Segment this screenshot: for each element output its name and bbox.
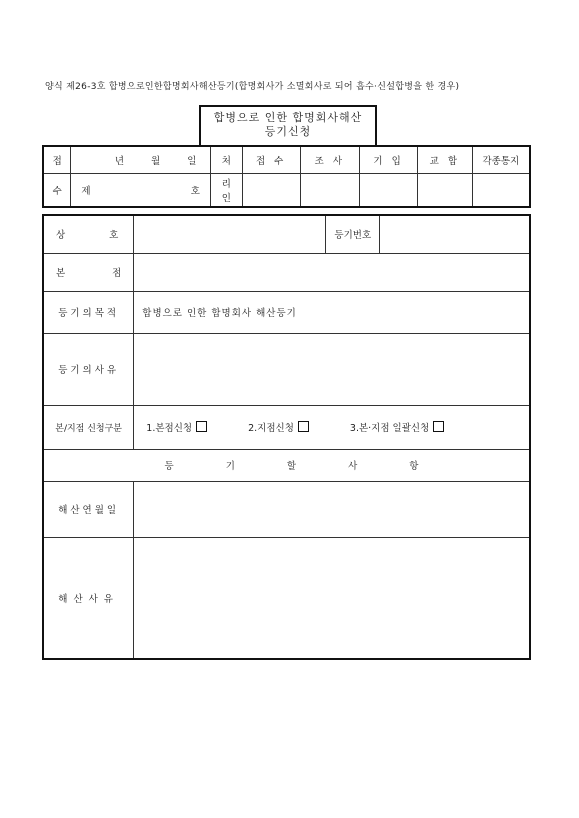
trade-name-field[interactable]	[134, 215, 326, 253]
reception-table	[42, 145, 531, 208]
form-title-line2: 등기신청	[264, 125, 312, 138]
processor-label-bottom: 리 인	[210, 173, 242, 207]
head-office-label: 본 점	[43, 253, 134, 291]
head-office-field[interactable]	[134, 253, 530, 291]
step-notices: 각종통지	[472, 146, 530, 173]
step-entry: 기 입	[360, 146, 418, 173]
form-title-line1: 합병으로 인한 합명회사해산	[213, 111, 363, 124]
reception-date-cell[interactable]	[71, 146, 211, 173]
dissolution-date-label: 해산연월일	[43, 481, 134, 537]
branch-type-label: 본/지점 신청구분	[43, 405, 134, 449]
branch-type-options	[134, 405, 530, 449]
option-combined-checkbox[interactable]	[433, 421, 444, 432]
processor-label-top: 처	[210, 146, 242, 173]
reception-number-cell[interactable]	[71, 173, 211, 207]
option-branch[interactable]: 2.지점신청	[248, 423, 309, 434]
year-label: 년	[114, 155, 125, 167]
reception-label-top: 접	[43, 146, 71, 173]
matters-header: 등 기 할 사 항	[43, 449, 530, 481]
option-head-office[interactable]: 1.본점신청	[146, 423, 207, 434]
number-prefix-label: 제	[81, 185, 91, 197]
option-head-office-checkbox[interactable]	[196, 421, 207, 432]
step-notices-stamp[interactable]	[472, 173, 530, 207]
step-collation-stamp[interactable]	[417, 173, 472, 207]
step-review: 조 사	[300, 146, 360, 173]
step-collation: 교 합	[417, 146, 472, 173]
dissolution-date-field[interactable]	[134, 481, 530, 537]
dissolution-reason-label: 해산사유	[43, 537, 134, 659]
form-title	[199, 105, 377, 145]
number-suffix-label: 호	[190, 185, 200, 197]
dissolution-reason-field[interactable]	[134, 537, 530, 659]
option-combined[interactable]: 3.본·지점 일괄신청	[350, 423, 444, 434]
step-entry-stamp[interactable]	[360, 173, 418, 207]
step-review-stamp[interactable]	[300, 173, 360, 207]
option-branch-checkbox[interactable]	[298, 421, 309, 432]
day-label: 일	[187, 155, 197, 167]
reg-number-field[interactable]	[380, 215, 530, 253]
cause-field[interactable]	[134, 333, 530, 405]
trade-name-label: 상 호	[43, 215, 134, 253]
purpose-label: 등기의목적	[43, 291, 134, 333]
purpose-value: 합병으로 인한 합명회사 해산등기	[134, 291, 530, 333]
month-label: 월	[151, 155, 161, 167]
step-reception: 접 수	[242, 146, 300, 173]
step-reception-stamp[interactable]	[242, 173, 300, 207]
reg-number-label: 등기번호	[326, 215, 380, 253]
cause-label: 등기의사유	[43, 333, 134, 405]
application-table	[42, 214, 531, 660]
reception-label-bottom: 수	[43, 173, 71, 207]
form-caption: 양식 제26-3호 합병으로인한합명회사해산등기(합명회사가 소멸회사로 되어 흡수·신설합병을 한 경우)	[45, 82, 460, 92]
